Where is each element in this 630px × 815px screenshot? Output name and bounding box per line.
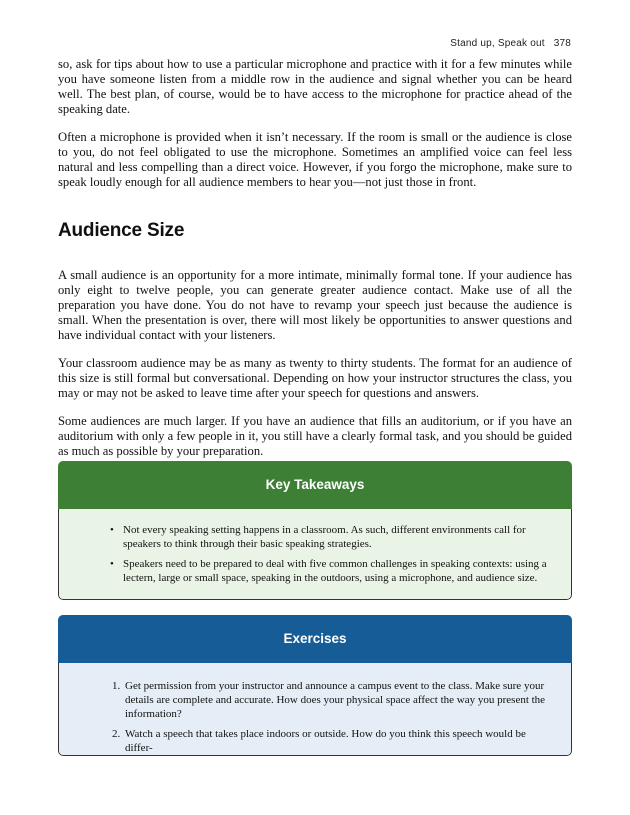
paragraph: Some audiences are much larger. If you have an audience that fills an auditorium, or if you have an auditorium with only a few people in it, you still have a clearly formal task, and you should be guided as much as possible by your preparation. <box>58 414 572 458</box>
running-header <box>450 38 571 49</box>
list-item: 2. Watch a speech that takes place indoors or outside. How do you think this speech would be differ- <box>123 727 551 755</box>
list-item: 1. Get permission from your instructor and announce a campus event to the class. Make sure your details are complete and accurate. How does your physical space affect the way you present the information? <box>123 679 551 721</box>
paragraph: Often a microphone is provided when it isn’t necessary. If the room is small or the audience is close to you, do not feel obligated to use the microphone. Sometimes an amplified voice can feel less natural and less compelling than a direct voice. However, if you forgo the microphone, make sure to speak loudly enough for all audience members to hear you—not just those in front. <box>58 130 572 189</box>
page-number: 378 <box>553 38 571 49</box>
exercises-body <box>58 663 572 756</box>
running-title: Stand up, Speak out <box>450 38 545 49</box>
paragraph: A small audience is an opportunity for a more intimate, minimally formal tone. If your audience has only eight to twelve people, you can generate greater audience contact. Make use of all the preparation you have done. You do not have to revamp your speech just because the audience is small. When the presentation is over, there will most likely be opportunities to answer questions and have individual contact with your listeners. <box>58 268 572 342</box>
list-item: • Not every speaking setting happens in a classroom. As such, different environments call for speakers to think through their basic speaking strategies. <box>123 523 551 551</box>
exercises-box <box>58 615 572 756</box>
key-takeaways-title: Key Takeaways <box>58 461 572 509</box>
section-heading: Audience Size <box>58 220 185 241</box>
page-content <box>58 57 572 472</box>
key-takeaways-body <box>58 509 572 600</box>
list-item: • Speakers need to be prepared to deal with five common challenges in speaking contexts: using a lectern, large or small space, speaking in the outdoors, using a microphone, and audience size. <box>123 557 551 585</box>
paragraph: Your classroom audience may be as many as twenty to thirty students. The format for an audience of this size is still formal but conversational. Depending on how your instructor structures the class, you may or may not be asked to leave time after your speech for questions and answers. <box>58 356 572 400</box>
key-takeaways-list <box>59 523 551 585</box>
exercises-title: Exercises <box>58 615 572 663</box>
paragraph: so, ask for tips about how to use a particular microphone and practice with it for a few minutes while you have someone listen from a middle row in the audience and signal whether you can be heard well. The best plan, of course, would be to have access to the microphone for practice ahead of the speaking date. <box>58 57 572 116</box>
key-takeaways-box <box>58 461 572 600</box>
exercises-list <box>59 679 551 755</box>
